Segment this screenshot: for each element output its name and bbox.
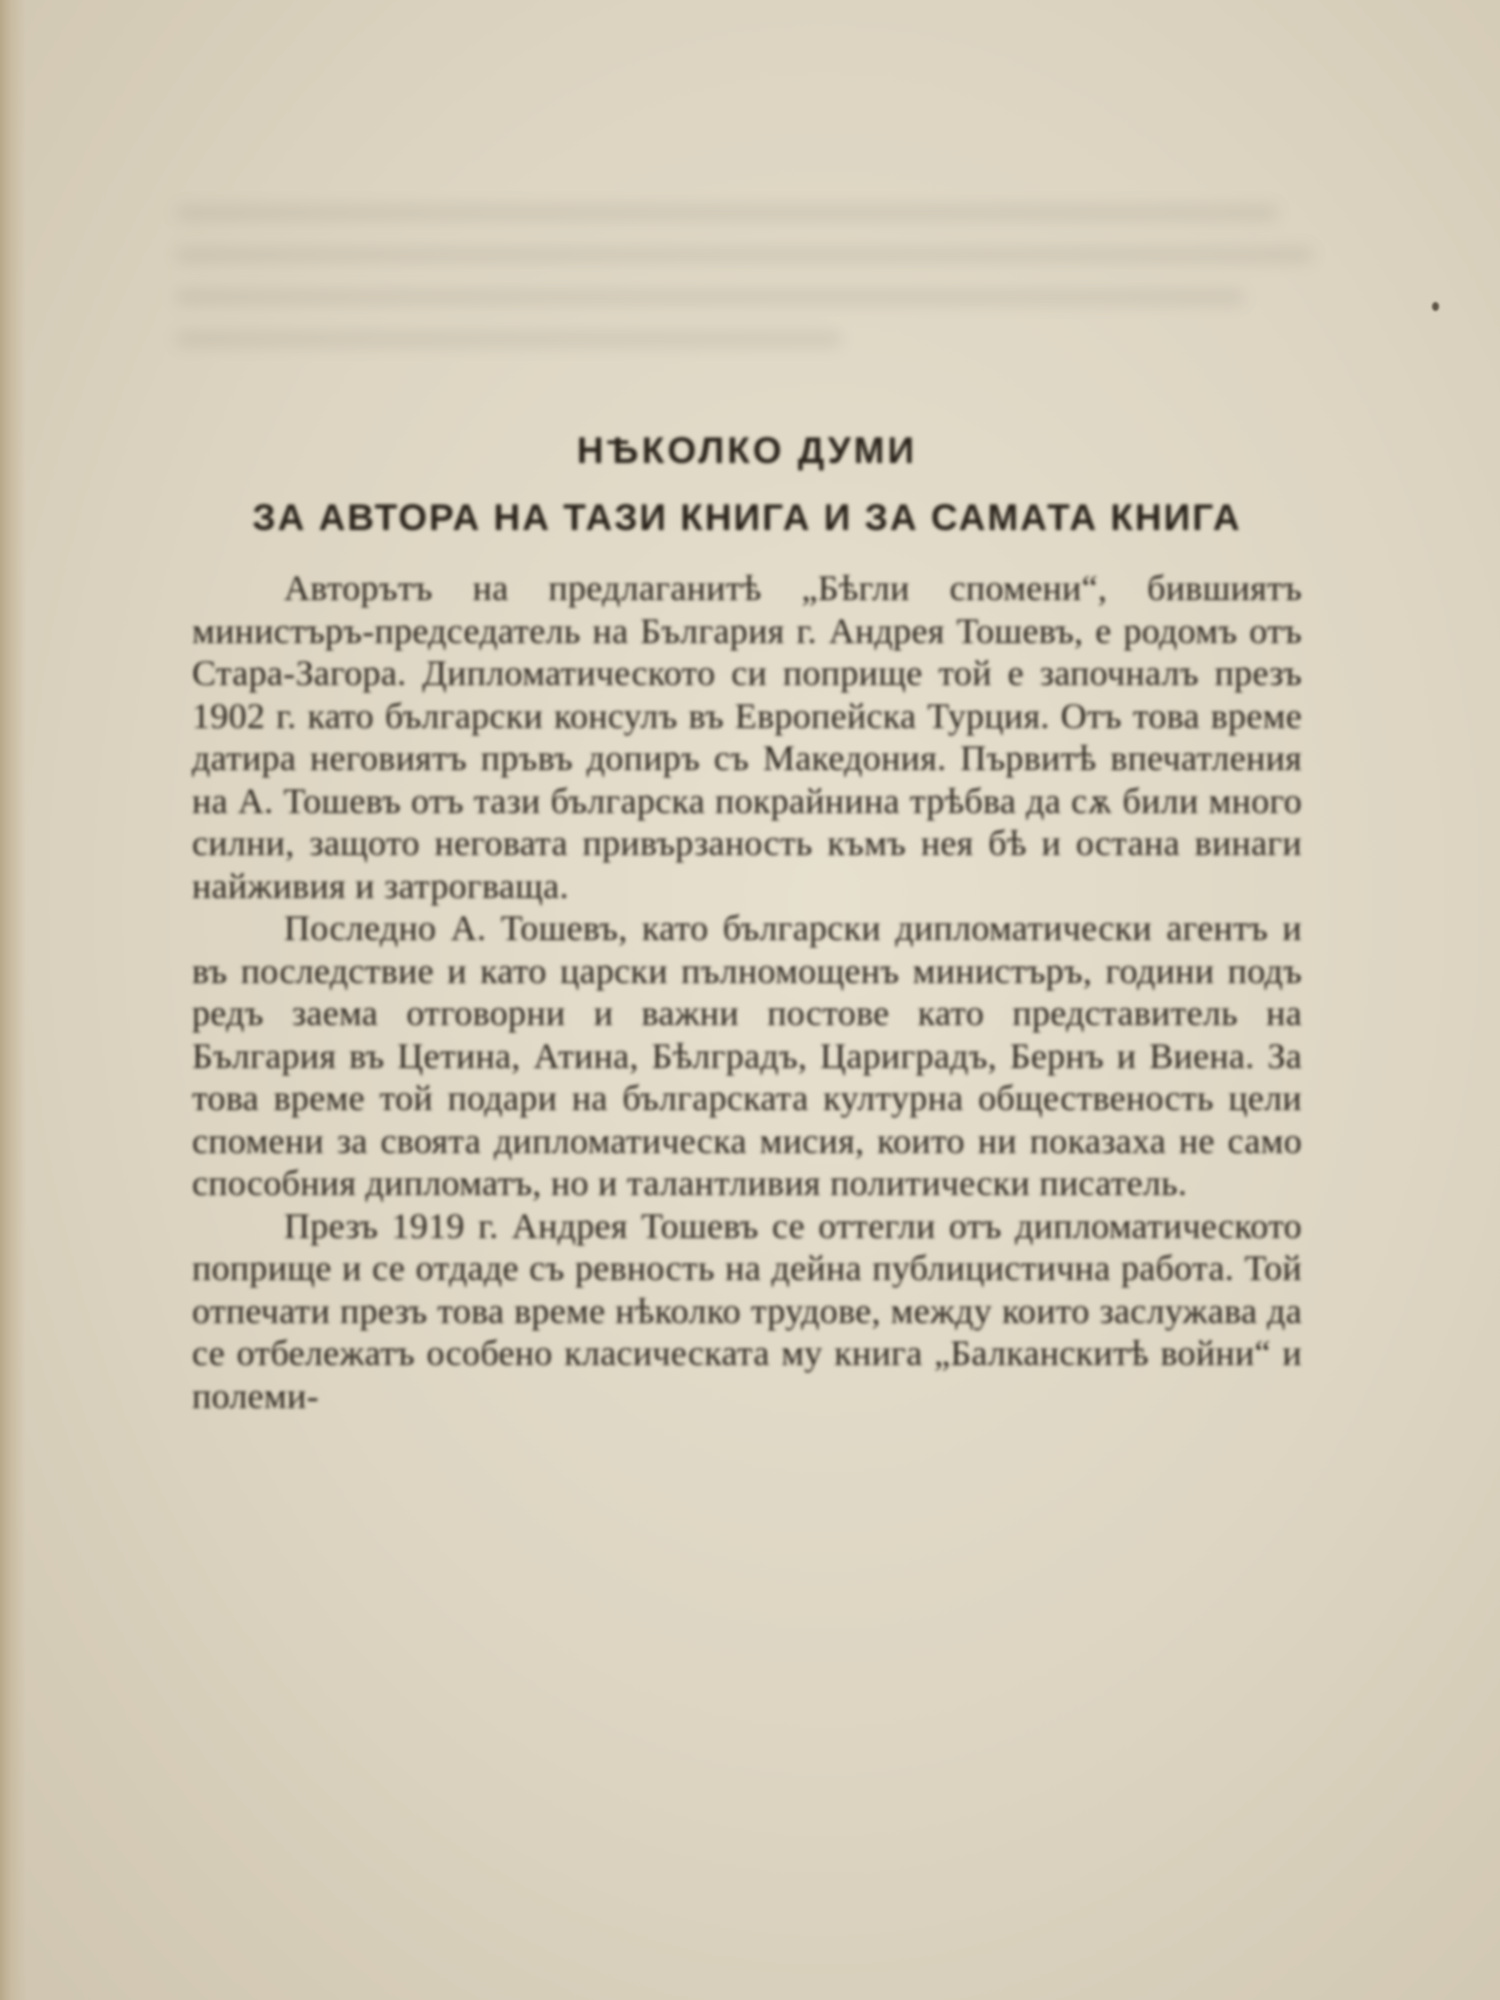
- paragraph-3: Презъ 1919 г. Андрея Тошевъ се оттегли отъ дипломатическото поприще и се отдаде съ ревность на дейна публицистична работа. Той отпечати презъ това време нѣколко трудове, между които заслужава да се отбележатъ особено класическата му книга „Балканскитѣ войни“ и полеми-: [192, 1205, 1302, 1416]
- text-block: [192, 425, 1302, 1417]
- page-subheading: ЗА АВТОРА НА ТАЗИ КНИГА И ЗА САМАТА КНИГА: [252, 497, 1242, 538]
- paragraph-2: Последно А. Тошевъ, като български дипломатически агентъ и въ последствие и като царски пълномощенъ министъръ, години подъ редъ заема отговорни и важни постове като представитель на България въ Цетина, Атина, Бѣлградъ, Цариградъ, Бернъ и Виена. За това време той подари на българската културна общественость цели спомени за своята дипломатическа мисия, които ни показаха не само способния дипломатъ, но и талантливия политически писатель.: [192, 908, 1302, 1203]
- bleed-through-text: [175, 205, 1325, 375]
- paper-speck: [1432, 302, 1439, 311]
- page-binding-edge: [0, 0, 26, 2000]
- paragraph-1: Авторътъ на предлаганитѣ „Бѣгли спомени“, бившиятъ министъръ-председатель на България г. Андрея Тошевъ, е родомъ отъ Стара-Загора. Дипломатическото си поприще той е започналъ презъ 1902 г. като български консулъ въ Европейска Турция. Отъ това време датира неговиятъ пръвъ допиръ съ Македония. Първитѣ впечатления на А. Тошевъ отъ тази българска покрайнина трѣбва да сѫ били много силни, защото неговата привързаность къмъ нея бѣ и остана винаги найживия и затрогваща.: [192, 568, 1302, 906]
- page-heading: НѢКОЛКО ДУМИ: [576, 430, 918, 471]
